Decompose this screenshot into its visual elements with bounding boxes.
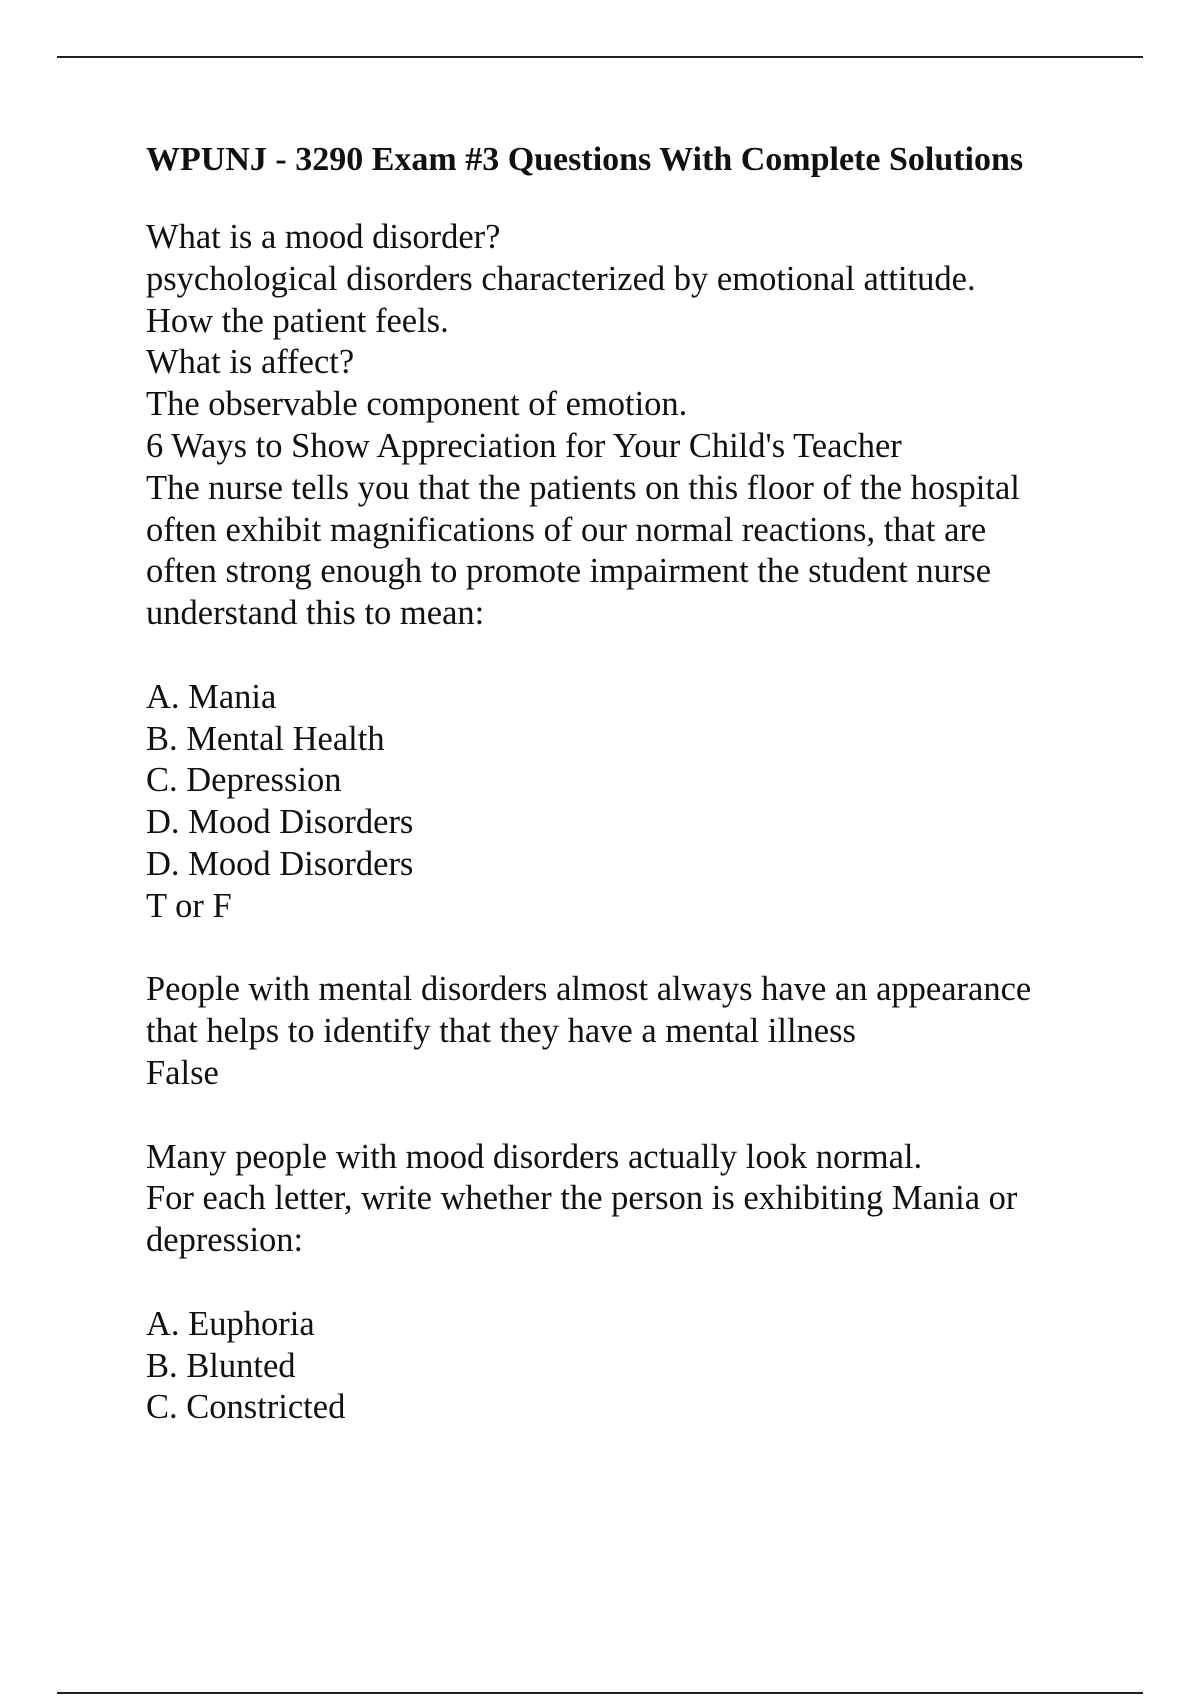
text-line: How the patient feels. <box>146 301 449 340</box>
text-line: What is a mood disorder? <box>146 218 501 256</box>
text-line: depression: <box>146 1221 304 1260</box>
paragraph-gap <box>146 1262 1106 1304</box>
paragraph-gap <box>146 1095 1106 1137</box>
text-line: The nurse tells you that the patients on this floor of the hospital <box>146 468 1020 507</box>
text-line: A. Euphoria <box>146 1304 315 1343</box>
text-line: psychological disorders characterized by emotional attitude. <box>146 259 976 298</box>
paragraph-gap <box>146 635 1106 677</box>
text-line: that helps to identify that they have a mental illness <box>146 1012 856 1051</box>
text-line: often exhibit magnifications of our normal reactions, that are <box>146 510 987 549</box>
text-line: C. Depression <box>146 761 342 800</box>
text-line: D. Mood Disorders <box>146 844 414 883</box>
text-line: C. Constricted <box>146 1388 346 1427</box>
paragraph-gap <box>146 928 1106 970</box>
bottom-rule <box>57 1692 1143 1694</box>
text-line: T or F <box>146 886 232 925</box>
document-title: WPUNJ - 3290 Exam #3 Questions With Complete Solutions <box>146 141 1024 178</box>
text-line: The observable component of emotion. <box>146 385 688 424</box>
document-page <box>146 138 1106 1429</box>
text-line: D. Mood Disorders <box>146 803 414 842</box>
document-body <box>146 217 1106 1429</box>
text-line: People with mental disorders almost always have an appearance <box>146 970 1032 1009</box>
text-line: What is affect? <box>146 343 355 382</box>
text-line: 6 Ways to Show Appreciation for Your Child's Teacher <box>146 426 902 465</box>
text-line: For each letter, write whether the person is exhibiting Mania or <box>146 1179 1018 1218</box>
top-rule <box>57 56 1143 58</box>
text-line: B. Mental Health <box>146 719 385 758</box>
text-line: False <box>146 1053 219 1092</box>
text-line: Many people with mood disorders actually look normal. <box>146 1137 923 1176</box>
text-line: B. Blunted <box>146 1346 296 1385</box>
text-line: often strong enough to promote impairment the student nurse <box>146 552 992 591</box>
text-line: understand this to mean: <box>146 594 485 633</box>
text-line: A. Mania <box>146 677 277 716</box>
